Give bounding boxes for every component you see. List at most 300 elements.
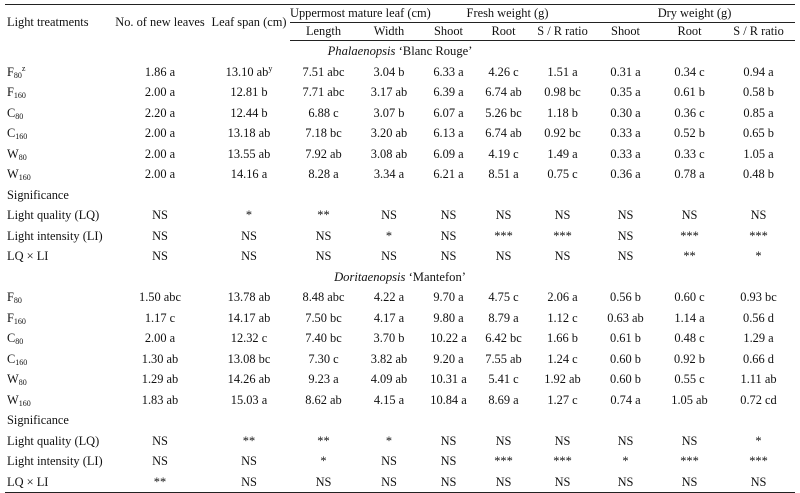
- treatment-code: F: [7, 310, 14, 325]
- value-text: 2.06 a: [547, 290, 578, 304]
- results-table: [5, 4, 795, 493]
- value-text: 0.61 b: [610, 331, 641, 345]
- treatment-intensity: 80: [15, 111, 24, 121]
- value-cell: [531, 164, 594, 185]
- value-text: 0.60 b: [610, 372, 641, 386]
- section-title: [5, 267, 795, 288]
- value-text: 8.79 a: [488, 310, 519, 325]
- value-cell: [421, 82, 476, 103]
- value-cell: [112, 164, 208, 185]
- value-text: 6.21 a: [433, 167, 464, 181]
- treatment-row: [5, 82, 795, 103]
- col-width: Width: [357, 23, 421, 41]
- treatment-label: [5, 103, 112, 124]
- value-text: 0.74 a: [610, 392, 641, 407]
- value-text: 7.40 bc: [305, 331, 342, 345]
- significance-cell: NS: [241, 249, 257, 263]
- value-text: 0.56 d: [743, 310, 774, 325]
- value-text: 2.00 a: [144, 126, 176, 140]
- value-text: 9.23 a: [308, 372, 339, 386]
- value-text: 4.75 c: [488, 290, 519, 304]
- significance-cell: NS: [554, 433, 571, 448]
- value-text: 8.69 a: [488, 392, 519, 407]
- value-cell: [594, 123, 657, 144]
- significance-cell: NS: [440, 208, 457, 222]
- value-text: 1.24 c: [547, 351, 578, 366]
- treatment-label: [5, 123, 112, 144]
- significance-cell: NS: [554, 249, 571, 263]
- value-text: 4.26 c: [488, 64, 519, 79]
- value-cell: [722, 82, 795, 103]
- value-text: 0.48 b: [743, 167, 774, 181]
- col-dry-sr-ratio: S / R ratio: [722, 23, 795, 41]
- significance-cell: NS: [531, 472, 594, 493]
- value-text: 13.78 ab: [227, 290, 271, 304]
- significance-cell: NS: [440, 454, 457, 468]
- value-text: 1.29 ab: [141, 372, 179, 386]
- value-text: 1.05 ab: [671, 392, 708, 407]
- section-genus: Phalaenopsis: [327, 44, 396, 58]
- value-text: 10.22 a: [430, 331, 467, 345]
- value-cell: [421, 164, 476, 185]
- value-cell: [722, 123, 795, 144]
- value-cell: [112, 308, 208, 329]
- value-text: 0.93 bc: [740, 290, 777, 304]
- value-cell: [290, 123, 357, 144]
- value-cell: [421, 287, 476, 308]
- value-text: 0.33 a: [610, 126, 641, 140]
- value-text: 0.36 c: [674, 105, 705, 120]
- treatment-intensity: 160: [15, 357, 28, 367]
- treatment-code: F: [7, 85, 14, 99]
- significance-label: Significance: [7, 187, 69, 202]
- value-cell: [476, 103, 531, 124]
- value-cell: [290, 287, 357, 308]
- value-cell: [476, 123, 531, 144]
- group-fresh-weight: Fresh weight (g): [421, 5, 594, 23]
- value-text: 3.82 ab: [370, 351, 408, 366]
- value-cell: [657, 82, 722, 103]
- value-cell: [208, 82, 290, 103]
- value-cell: [421, 349, 476, 370]
- treatment-row: [5, 369, 795, 390]
- significance-row: [5, 410, 795, 431]
- value-cell: [594, 82, 657, 103]
- value-text: 14.26 ab: [227, 372, 271, 386]
- value-cell: [531, 390, 594, 411]
- value-text: 4.22 a: [373, 290, 405, 304]
- value-cell: [722, 369, 795, 390]
- value-text: 0.78 a: [674, 167, 705, 181]
- value-cell: [594, 62, 657, 83]
- value-text: 0.75 c: [547, 167, 578, 181]
- value-text: 0.31 a: [610, 64, 641, 79]
- test-label: LQ × LI: [7, 249, 49, 263]
- significance-cell: NS: [241, 454, 257, 468]
- value-text: 6.13 a: [433, 126, 464, 140]
- value-cell: [208, 287, 290, 308]
- col-fresh-sr-ratio: S / R ratio: [531, 23, 594, 41]
- significance-cell: NS: [476, 472, 531, 493]
- treatment-intensity: 160: [18, 398, 31, 408]
- value-text: 9.20 a: [433, 351, 464, 366]
- significance-cell: NS: [495, 208, 512, 222]
- significance-cell: **: [683, 249, 696, 263]
- value-cell: [722, 328, 795, 349]
- value-cell: [421, 369, 476, 390]
- test-label: Light quality (LQ): [7, 433, 100, 448]
- value-cell: [657, 164, 722, 185]
- value-text: 2.00 a: [144, 167, 176, 181]
- significance-cell: *: [755, 433, 762, 448]
- value-text: 1.14 a: [674, 310, 705, 325]
- value-cell: [357, 308, 421, 329]
- value-cell: [722, 103, 795, 124]
- value-cell: [357, 369, 421, 390]
- value-cell: [657, 308, 722, 329]
- treatment-code: C: [7, 351, 16, 366]
- treatment-intensity: 80: [18, 378, 27, 387]
- treatment-code: W: [7, 372, 19, 386]
- value-cell: [531, 82, 594, 103]
- significance-cell: ***: [680, 228, 699, 243]
- value-text: 1.27 c: [547, 392, 578, 407]
- value-text: 1.29 a: [743, 331, 774, 345]
- value-cell: [531, 62, 594, 83]
- significance-cell: ***: [749, 454, 768, 468]
- value-cell: [208, 328, 290, 349]
- value-text: 4.17 a: [373, 310, 405, 325]
- treatment-row: [5, 328, 795, 349]
- treatment-row: [5, 287, 795, 308]
- value-cell: [290, 369, 357, 390]
- value-text: 1.11 ab: [740, 372, 777, 386]
- significance-cell: NS: [357, 472, 421, 493]
- value-text: 0.33 a: [610, 146, 641, 161]
- value-text: 14.16 a: [230, 167, 268, 181]
- col-new-leaves: No. of new leaves: [112, 5, 208, 41]
- value-text: 0.65 b: [743, 126, 774, 140]
- footnote-marker: z: [21, 63, 26, 73]
- treatment-row: [5, 349, 795, 370]
- value-cell: [421, 123, 476, 144]
- col-dry-root: Root: [657, 23, 722, 41]
- significance-cell: NS: [440, 228, 457, 243]
- value-text: 7.51 abc: [302, 64, 345, 79]
- treatment-label: [5, 369, 112, 390]
- value-text: 0.34 c: [674, 64, 705, 79]
- value-text: 9.80 a: [433, 310, 464, 325]
- value-text: 0.33 c: [674, 146, 705, 161]
- significance-cell: *: [622, 454, 629, 468]
- significance-cell: **: [112, 472, 208, 493]
- value-text: 1.12 c: [547, 310, 578, 325]
- value-text: 10.31 a: [430, 372, 467, 386]
- significance-test-row: [5, 472, 795, 493]
- value-text: 0.30 a: [610, 105, 641, 120]
- value-text: 7.55 ab: [485, 351, 522, 366]
- significance-test-row: [5, 205, 795, 226]
- value-cell: [357, 349, 421, 370]
- value-cell: [421, 328, 476, 349]
- value-text: 0.58 b: [743, 85, 774, 99]
- significance-cell: NS: [290, 472, 357, 493]
- value-cell: [112, 144, 208, 165]
- value-text: 0.61 b: [674, 85, 705, 99]
- value-text: 6.39 a: [433, 85, 464, 99]
- value-text: 1.83 ab: [141, 392, 179, 407]
- value-text: 2.00 a: [144, 331, 176, 345]
- significance-cell: ***: [553, 454, 572, 468]
- value-text: 6.33 a: [433, 64, 464, 79]
- value-text: 6.07 a: [433, 105, 464, 120]
- value-text: 7.50 bc: [305, 310, 342, 325]
- value-text: 1.51 a: [547, 64, 578, 79]
- footnote-marker: y: [268, 63, 273, 73]
- value-text: 12.81 b: [230, 85, 268, 99]
- value-cell: [531, 144, 594, 165]
- significance-test-row: [5, 226, 795, 247]
- significance-cell: NS: [381, 249, 397, 263]
- value-cell: [112, 103, 208, 124]
- treatment-intensity: 80: [15, 337, 24, 346]
- significance-test-row: [5, 451, 795, 472]
- value-cell: [112, 123, 208, 144]
- value-cell: [657, 144, 722, 165]
- treatment-row: [5, 164, 795, 185]
- value-cell: [594, 287, 657, 308]
- value-cell: [208, 144, 290, 165]
- treatment-intensity: 80: [18, 152, 27, 162]
- significance-cell: NS: [241, 228, 257, 243]
- value-cell: [594, 328, 657, 349]
- group-dry-weight: Dry weight (g): [594, 5, 795, 23]
- value-cell: [357, 287, 421, 308]
- value-cell: [476, 164, 531, 185]
- value-cell: [594, 144, 657, 165]
- value-cell: [594, 349, 657, 370]
- section-title: [5, 41, 795, 62]
- treatment-code: F: [7, 64, 14, 79]
- value-text: 1.86 a: [144, 64, 176, 79]
- significance-cell: NS: [495, 433, 512, 448]
- value-cell: [657, 287, 722, 308]
- value-cell: [476, 144, 531, 165]
- value-text: 6.74 ab: [485, 85, 522, 99]
- value-cell: [290, 390, 357, 411]
- value-text: 13.55 ab: [227, 146, 271, 161]
- treatment-intensity: 160: [13, 316, 26, 326]
- significance-cell: NS: [594, 472, 657, 493]
- value-cell: [476, 349, 531, 370]
- value-cell: [476, 308, 531, 329]
- significance-cell: ***: [494, 454, 513, 468]
- treatment-code: F: [7, 290, 14, 304]
- significance-cell: ***: [494, 228, 513, 243]
- value-cell: [476, 390, 531, 411]
- significance-cell: NS: [617, 433, 634, 448]
- value-text: 0.56 b: [610, 290, 641, 304]
- significance-cell: *: [320, 454, 327, 468]
- significance-cell: ***: [680, 454, 699, 468]
- value-cell: [476, 328, 531, 349]
- treatment-code: C: [7, 105, 16, 120]
- value-text: 0.52 b: [674, 126, 705, 140]
- significance-cell: NS: [421, 472, 476, 493]
- treatment-row: [5, 103, 795, 124]
- value-text: 2.00 a: [144, 85, 176, 99]
- value-cell: [208, 164, 290, 185]
- value-text: 8.48 abc: [302, 290, 345, 304]
- value-cell: [112, 287, 208, 308]
- value-cell: [476, 369, 531, 390]
- value-text: 8.51 a: [488, 167, 519, 181]
- value-cell: [290, 328, 357, 349]
- value-text: 0.60 c: [674, 290, 705, 304]
- significance-cell: NS: [208, 472, 290, 493]
- significance-cell: **: [317, 208, 330, 222]
- group-uppermost-leaf: Uppermost mature leaf (cm): [290, 5, 421, 23]
- value-cell: [722, 287, 795, 308]
- value-text: 0.92 b: [674, 351, 705, 366]
- section-header-row: [5, 41, 795, 62]
- value-text: 10.84 a: [430, 392, 467, 407]
- significance-cell: NS: [152, 228, 168, 243]
- significance-row: [5, 185, 795, 206]
- treatment-row: [5, 308, 795, 329]
- test-label: LQ × LI: [5, 472, 112, 493]
- significance-cell: NS: [440, 249, 457, 263]
- data-table-figure: [0, 4, 800, 489]
- significance-cell: NS: [681, 433, 698, 448]
- col-light-treatments: Light treatments: [5, 5, 112, 41]
- significance-test-row: [5, 246, 795, 267]
- treatment-code: W: [7, 167, 19, 181]
- value-cell: [594, 369, 657, 390]
- significance-cell: NS: [722, 472, 795, 493]
- significance-cell: NS: [440, 433, 457, 448]
- treatment-label: [5, 164, 112, 185]
- treatment-intensity: 160: [15, 132, 28, 141]
- treatment-intensity: 80: [13, 70, 22, 80]
- col-fresh-root: Root: [476, 23, 531, 41]
- significance-cell: NS: [617, 228, 634, 243]
- value-cell: [357, 164, 421, 185]
- value-cell: [531, 123, 594, 144]
- value-cell: [290, 308, 357, 329]
- treatment-label: [5, 349, 112, 370]
- value-text: 1.49 a: [547, 146, 578, 161]
- value-cell: [657, 369, 722, 390]
- value-cell: [357, 82, 421, 103]
- treatment-code: W: [7, 146, 19, 161]
- significance-cell: NS: [617, 208, 634, 222]
- value-cell: [208, 369, 290, 390]
- value-cell: [594, 103, 657, 124]
- treatment-label: [5, 82, 112, 103]
- value-cell: [421, 103, 476, 124]
- value-text: 4.19 c: [488, 146, 519, 161]
- treatment-row: [5, 123, 795, 144]
- significance-cell: *: [245, 208, 253, 222]
- value-cell: [112, 349, 208, 370]
- value-text: 13.08 bc: [227, 351, 271, 366]
- value-text: 6.74 ab: [485, 126, 522, 140]
- test-label: Light intensity (LI): [7, 454, 103, 468]
- value-cell: [531, 349, 594, 370]
- value-text: 1.50 abc: [139, 290, 181, 304]
- value-text: 0.60 b: [610, 351, 641, 366]
- treatment-label: [5, 287, 112, 308]
- significance-cell: NS: [495, 249, 512, 263]
- value-text: 1.05 a: [743, 146, 774, 161]
- value-text: 3.70 b: [373, 331, 405, 345]
- value-cell: [594, 164, 657, 185]
- value-cell: [722, 164, 795, 185]
- value-text: 7.18 bc: [305, 126, 342, 140]
- value-text: 15.03 a: [230, 392, 268, 407]
- significance-test-row: [5, 431, 795, 452]
- significance-cell: *: [385, 228, 393, 243]
- value-text: 12.44 b: [230, 105, 268, 120]
- significance-cell: ***: [553, 228, 572, 243]
- value-text: 0.94 a: [743, 64, 774, 79]
- value-cell: [357, 62, 421, 83]
- value-cell: [290, 103, 357, 124]
- value-text: 0.63 ab: [607, 310, 644, 325]
- table-header: [5, 5, 795, 41]
- value-cell: [531, 308, 594, 329]
- value-cell: [722, 308, 795, 329]
- significance-cell: NS: [152, 208, 168, 222]
- value-cell: [208, 62, 290, 83]
- value-text: 0.92 bc: [544, 126, 581, 140]
- value-cell: [290, 82, 357, 103]
- value-cell: [594, 390, 657, 411]
- significance-cell: NS: [617, 249, 634, 263]
- value-text: 3.07 b: [373, 105, 405, 120]
- value-text: 6.88 c: [308, 105, 339, 120]
- significance-cell: NS: [315, 249, 332, 263]
- value-text: 0.85 a: [743, 105, 774, 120]
- value-text: 12.32 c: [230, 331, 268, 345]
- value-text: 3.04 b: [373, 64, 405, 79]
- value-cell: [657, 328, 722, 349]
- value-text: 2.20 a: [144, 105, 176, 120]
- value-text: 3.20 ab: [370, 126, 408, 140]
- significance-cell: **: [242, 433, 256, 448]
- significance-cell: NS: [152, 249, 168, 263]
- significance-cell: NS: [681, 208, 698, 222]
- significance-cell: NS: [381, 454, 397, 468]
- value-text: 0.55 c: [674, 372, 705, 386]
- value-cell: [357, 328, 421, 349]
- col-length: Length: [290, 23, 357, 41]
- value-text: 5.41 c: [488, 372, 519, 386]
- treatment-intensity: 160: [13, 91, 26, 100]
- value-cell: [531, 369, 594, 390]
- value-text: 7.30 c: [308, 351, 339, 366]
- significance-cell: NS: [554, 208, 571, 222]
- value-text: 8.62 ab: [305, 392, 342, 407]
- treatment-intensity: 160: [18, 173, 31, 182]
- treatment-code: W: [7, 392, 19, 407]
- treatment-label: [5, 328, 112, 349]
- treatment-code: C: [7, 126, 16, 140]
- col-leaf-span: Leaf span (cm): [208, 5, 290, 41]
- value-cell: [657, 390, 722, 411]
- value-text: 13.18 ab: [227, 126, 271, 140]
